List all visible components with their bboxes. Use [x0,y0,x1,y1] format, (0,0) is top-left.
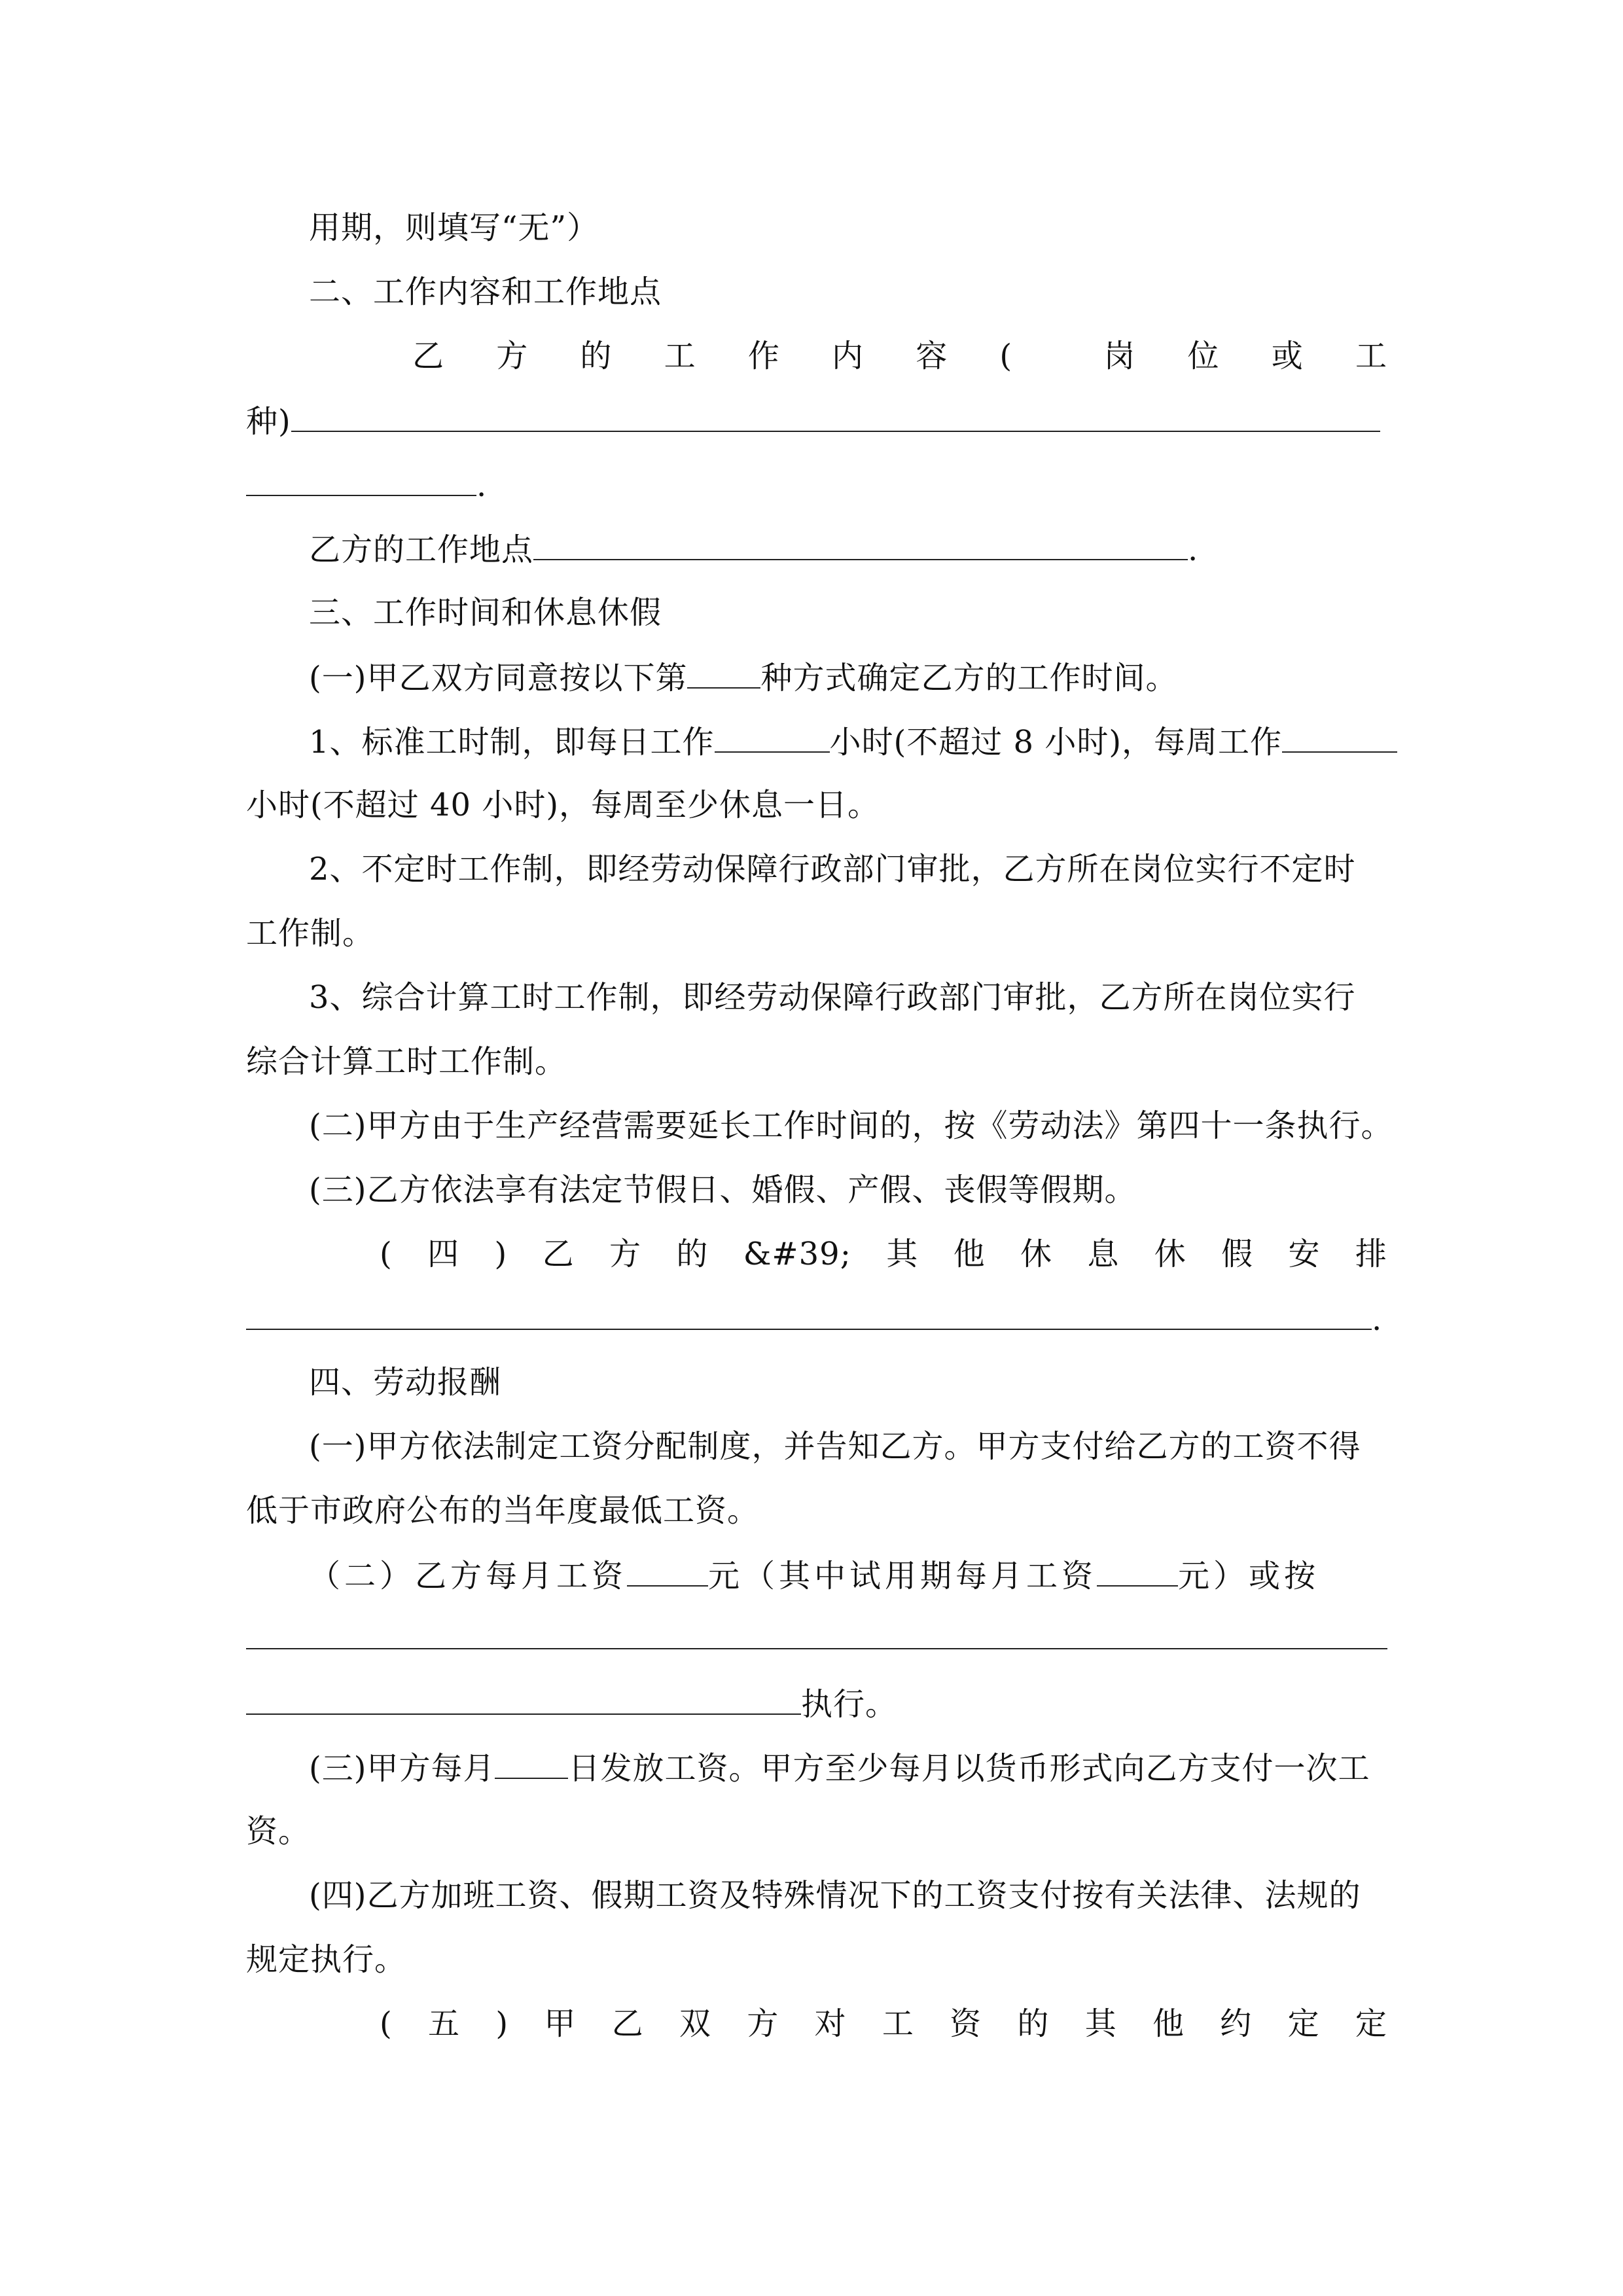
blank-field [1097,1551,1178,1587]
text-line: 低于市政府公布的当年度最低工资。 [246,1492,760,1529]
blank-field [715,717,830,753]
blank-field [246,1295,1372,1330]
text-line: (一)甲方依法制定工资分配制度，并告知乙方。甲方支付给乙方的工资不得 [309,1428,1361,1465]
section-heading-3: 三、工作时间和休息休假 [309,594,662,631]
spread-line-other-leave: ( 四 ) 乙 方 的 &#39; 其 他 休 息 休 假 安 排 [380,1236,1387,1272]
blank-field [246,461,476,496]
blank-field [246,1679,801,1715]
text-line: 执行。 [246,1679,1387,1727]
spread-line-job-content: 乙 方 的 工 作 内 容 ( 岗 位 或 工 [412,338,1387,374]
text-line: 小时(不超过 40 小时)，每周至少休息一日。 [246,787,880,823]
text-line: 工作制。 [246,915,375,952]
text-line: 2、不定时工作制，即经劳动保障行政部门审批，乙方所在岗位实行不定时 [309,851,1356,888]
text-line: 用期，则填写“无”） [309,209,599,246]
text-line: . [246,461,1387,508]
blank-line [246,1648,1387,1649]
text-line: (三)乙方依法享有法定节假日、婚假、产假、丧假等假期。 [309,1172,1137,1208]
text-line: 综合计算工时工作制。 [246,1043,567,1080]
text-line: （二）乙方每月工资 元（其中试用期每月工资 元）或按 [309,1551,1387,1598]
blank-field [495,1744,568,1779]
blank-field [1282,717,1397,753]
text-line: 乙方的工作地点 . [309,525,1387,572]
spread-line-other-wage-terms: ( 五 ) 甲 乙 双 方 对 工 资 的 其 他 约 定 定 [380,2005,1387,2042]
text-line: 3、综合计算工时工作制，即经劳动保障行政部门审批，乙方所在岗位实行 [309,979,1356,1016]
blank-field [627,1551,708,1587]
text-line: 规定执行。 [246,1941,407,1978]
text-line: (一)甲乙双方同意按以下第 种方式确定乙方的工作时间。 [309,653,1387,700]
blank-field [687,653,760,689]
section-heading-4: 四、劳动报酬 [309,1364,502,1401]
text-line: (三)甲方每月 日发放工资。甲方至少每月以货币形式向乙方支付一次工 [309,1744,1387,1791]
text-line: 资。 [246,1813,311,1850]
text-line: . [246,1295,1387,1342]
blank-field [291,397,1380,432]
section-heading-2: 二、工作内容和工作地点 [309,274,662,310]
text-line: (二)甲方由于生产经营需要延长工作时间的，按《劳动法》第四十一条执行。 [309,1107,1393,1144]
text-line: (四)乙方加班工资、假期工资及特殊情况下的工资支付按有关法律、法规的 [309,1877,1361,1914]
text-line: 1、标准工时制，即每日工作 小时(不超过 8 小时)，每周工作 [309,717,1387,764]
blank-field [533,525,1188,560]
text-line: 种) [246,397,1387,444]
